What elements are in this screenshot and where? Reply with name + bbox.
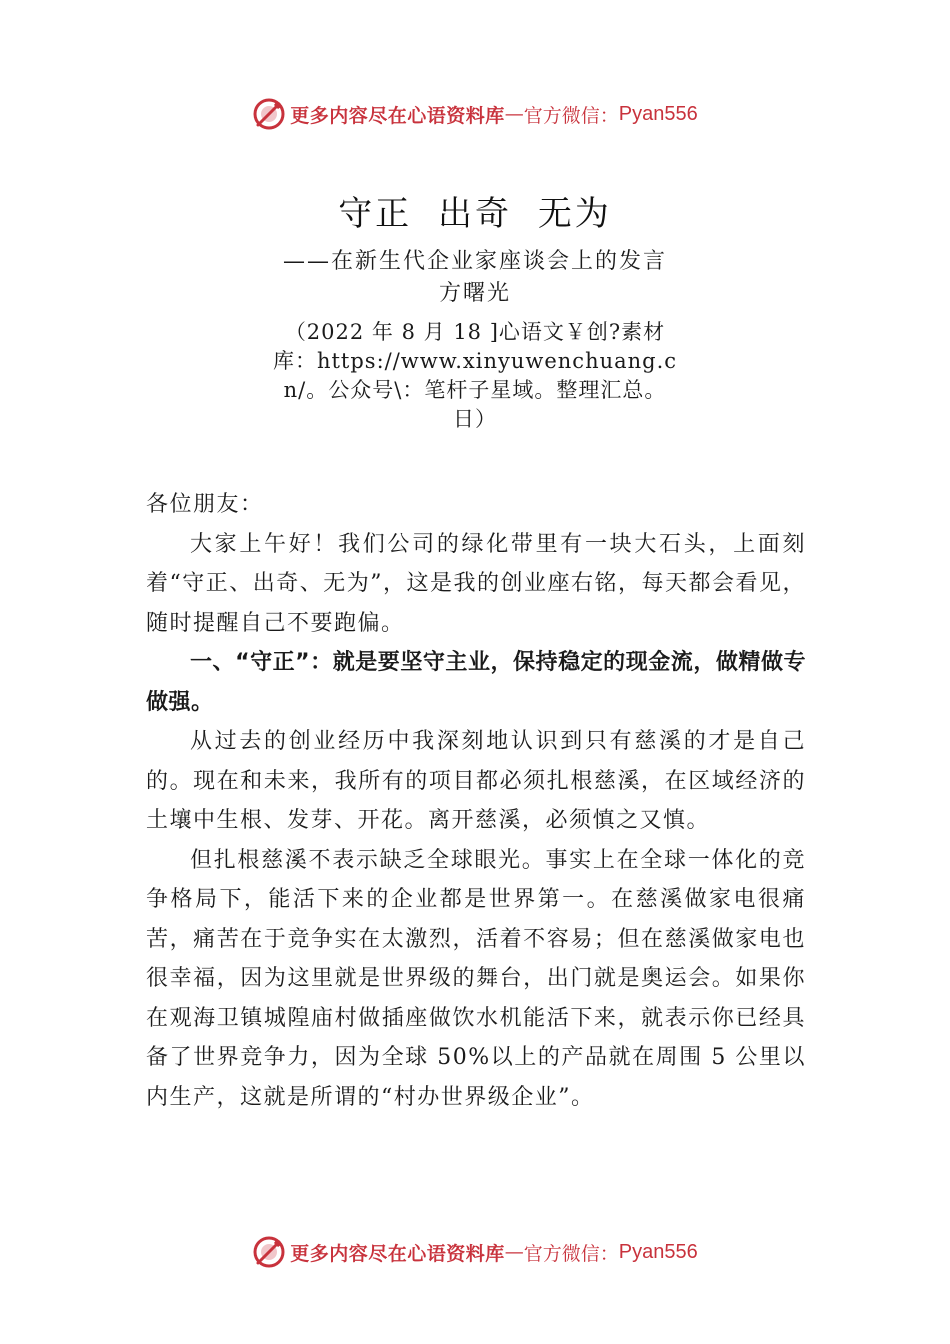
- banner-wechat-id: Pyan556: [618, 1240, 698, 1263]
- paragraph: 但扎根慈溪不表示缺乏全球眼光。事实上在全球一体化的竞争格局下，能活下来的企业都是世界第一。在慈溪做家电很痛苦，痛苦在于竞争实在太激烈，活着不容易；但在慈溪做家电也很幸福，因为这里就是世界级的舞台，出门就是奥运会。如果你在观海卫镇城隍庙村做插座做饮水机能活下来，就表示你已经具备了世界竞争力，因为全球 50%以上的产品就在周围 5 公里以内生产，这就是所谓的“村办世界级企业”。: [146, 847, 806, 1110]
- page-title: [0, 186, 950, 235]
- title-part: 守正: [338, 194, 413, 234]
- section-heading: 一、“守正”：就是要坚守主业，保持稳定的现金流，做精做专做强。: [146, 650, 806, 715]
- title-part: 出奇: [438, 194, 512, 234]
- banner-wechat-id: Pyan556: [618, 102, 698, 125]
- banner-wechat-label: 官方微信：: [523, 104, 619, 127]
- banner-wechat-label: 官方微信：: [523, 1242, 619, 1265]
- title-part: 无为: [537, 194, 612, 234]
- salutation: 各位朋友：: [146, 492, 264, 517]
- brush-seal-logo-icon: [252, 1235, 286, 1269]
- banner-dash: —: [504, 103, 524, 125]
- brush-seal-logo-icon: [252, 97, 286, 131]
- document-body: [146, 485, 806, 1117]
- banner-text: 更多内容尽在心语资料库: [290, 104, 505, 127]
- footer-banner: [0, 1230, 950, 1274]
- date-note: （2022 年 8 月 18 ]心语文￥创?素材库：https://www.xinyuwenchuang.cn/。公众号\：笔杆子星域。整理汇总。日）: [272, 320, 678, 431]
- subtitle: ——在新生代企业家座谈会上的发言: [282, 249, 667, 274]
- paragraph: 大家上午好！我们公司的绿化带里有一块大石头，上面刻着“守正、出奇、无为”，这是我的创业座右铭，每天都会看见，随时提醒自己不要跑偏。: [146, 531, 806, 636]
- author: 方曙光: [438, 281, 511, 306]
- banner-text: 更多内容尽在心语资料库: [290, 1242, 505, 1265]
- header-banner: [0, 92, 950, 136]
- banner-dash: —: [504, 1241, 524, 1263]
- paragraph: 从过去的创业经历中我深刻地认识到只有慈溪的才是自己的。现在和未来，我所有的项目都必须扎根慈溪，在区域经济的土壤中生根、发芽、开花。离开慈溪，必须慎之又慎。: [146, 729, 806, 833]
